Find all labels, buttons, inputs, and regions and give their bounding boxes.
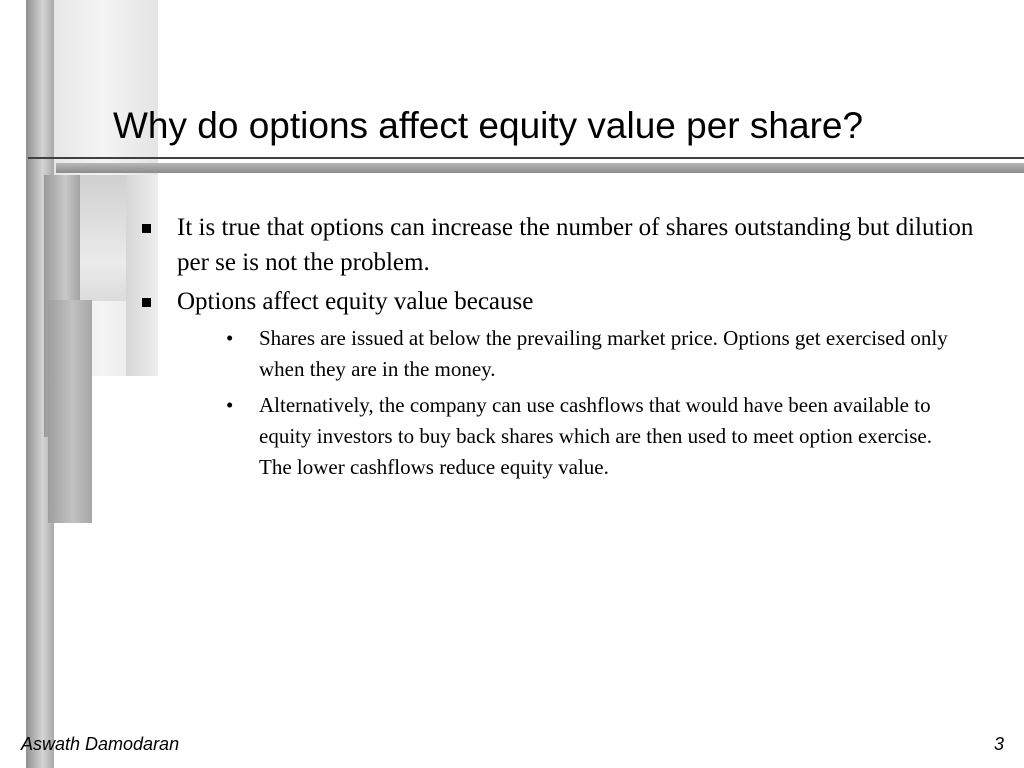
slide-title: Why do options affect equity value per share? [113,105,864,146]
sub-bullet-text: Shares are issued at below the prevailing market price. Options get exercised only when they are in the money. [259,326,948,381]
bullet-text: Options affect equity value because [177,288,534,315]
decorative-bar [48,300,92,523]
square-bullet-icon [142,298,151,307]
sub-bullet-list [177,323,1000,483]
bullet-list [140,210,1000,488]
bullet-item [140,284,1000,483]
title-divider-line [28,157,1024,159]
dot-bullet-icon: • [226,393,234,417]
sub-bullet-text: Alternatively, the company can use cashflows that would have been available to equity investors to buy back shares which are then used to meet option exercise. The lower cashflows reduce equity value. [259,393,932,479]
bullet-text: It is true that options can increase the number of shares outstanding but dilution per se is not the problem. [177,214,974,276]
page-number: 3 [993,734,1004,754]
sub-bullet-item [222,390,959,483]
dot-bullet-icon: • [226,326,234,350]
footer-author: Aswath Damodaran [21,734,180,754]
square-bullet-icon [142,224,151,233]
sub-bullet-item [222,323,959,385]
bullet-item [140,210,1000,280]
title-divider-bar [56,163,1024,173]
